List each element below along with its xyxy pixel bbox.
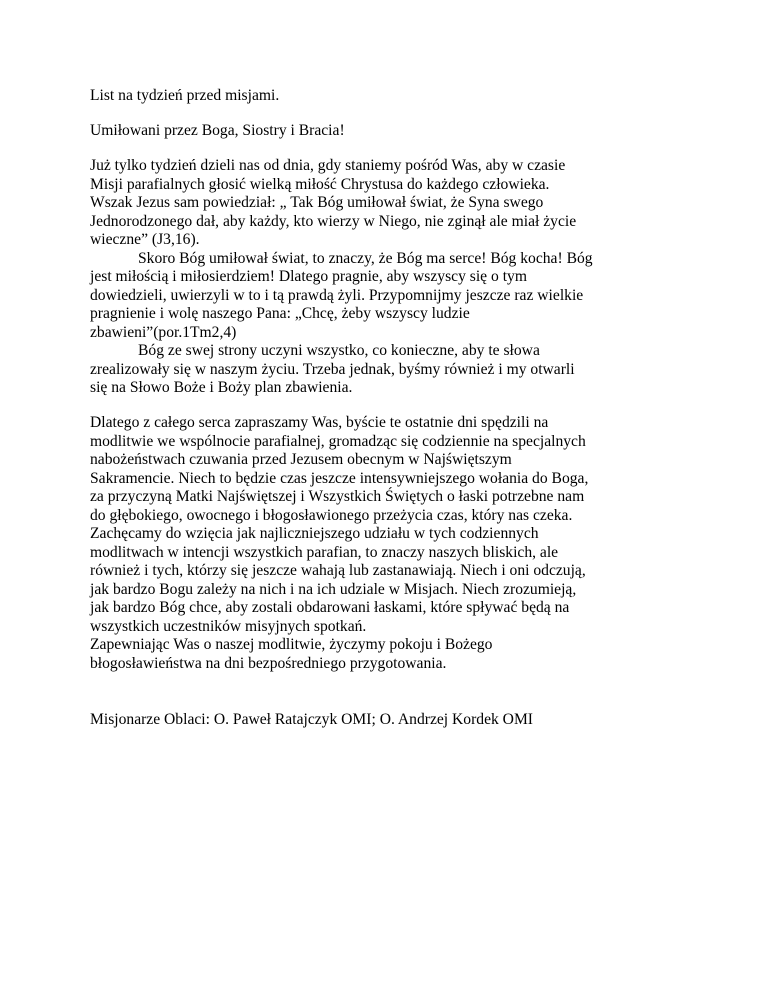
paragraph-line: jak bardzo Bóg chce, aby zostali obdarowani łaskami, które spływać będą na: [90, 599, 570, 616]
paragraph-line: Sakramencie. Niech to będzie czas jeszcze intensywniejszego wołania do Boga,: [90, 469, 589, 487]
paragraph-line: modlitwach w intencji wszystkich parafian, to znaczy naszych bliskich, ale: [90, 543, 559, 561]
paragraph-line: Bóg ze swej strony uczyni wszystko, co konieczne, aby te słowa: [138, 342, 540, 359]
paragraph-line: błogosławieństwa na dni bezpośredniego przygotowania.: [90, 654, 447, 672]
paragraph-line: Wszak Jezus sam powiedział: „ Tak Bóg umiłował świat, że Syna swego: [90, 194, 544, 211]
greeting-line: Umiłowani przez Boga, Siostry i Bracia!: [90, 122, 345, 139]
paragraph-line: Dlatego z całego serca zapraszamy Was, byście te ostatnie dni spędzili na: [90, 414, 549, 431]
paragraph-line: Jednorodzonego dał, aby każdy, kto wierzy w Niego, nie zginął ale miał życie: [90, 212, 577, 230]
paragraph-line: modlitwie we wspólnocie parafialnej, gromadząc się codziennie na specjalnych: [90, 432, 586, 450]
paragraph-line: dowiedzieli, uwierzyli w to i tą prawdą żyli. Przypomnijmy jeszcze raz wielkie: [90, 286, 584, 304]
body-section-2: [90, 414, 700, 673]
signature: [90, 711, 700, 730]
paragraph-line: Misji parafialnych głosić wielką miłość Chrystusa do każdego człowieka.: [90, 175, 550, 193]
paragraph-line: zbawieni”(por.1Tm2,4): [90, 323, 237, 341]
paragraph-line: Zapewniając Was o naszej modlitwie, życzymy pokoju i Bożego: [90, 636, 493, 653]
paragraph-line: Już tylko tydzień dzieli nas od dnia, gdy staniemy pośród Was, aby w czasie: [90, 157, 566, 174]
paragraph-line: nabożeństwach czuwania przed Jezusem obecnym w Najświętszym: [90, 451, 512, 468]
document-title: [90, 87, 700, 106]
paragraph-line: jest miłością i miłosierdziem! Dlatego pragnie, aby wszyscy się o tym: [90, 268, 527, 285]
paragraph-line: zrealizowały się w naszym życiu. Trzeba jednak, byśmy również i my otwarli: [90, 360, 575, 378]
title-line: List na tydzień przed misjami.: [90, 87, 280, 104]
greeting: [90, 122, 700, 141]
paragraph-line: również i tych, którzy się jeszcze wahają lub zastanawiają. Niech i oni odczują,: [90, 562, 586, 579]
paragraph-line: Skoro Bóg umiłował świat, to znaczy, że Bóg ma serce! Bóg kocha! Bóg: [138, 249, 593, 267]
body-section-1: [90, 157, 700, 398]
paragraph-line: wszystkich uczestników misyjnych spotkań.: [90, 617, 367, 635]
paragraph-line: jak bardzo Bogu zależy na nich i na ich udziale w Misjach. Niech zrozumieją,: [90, 580, 577, 598]
paragraph-line: za przyczyną Matki Najświętszej i Wszystkich Świętych o łaski potrzebne nam: [90, 488, 585, 505]
paragraph-line: się na Słowo Boże i Boży plan zbawienia.: [90, 379, 353, 396]
signature-line: Misjonarze Oblaci: O. Paweł Ratajczyk OMI; O. Andrzej Kordek OMI: [90, 711, 534, 728]
paragraph-line: do głębokiego, owocnego i błogosławionego przeżycia czas, który nas czeka.: [90, 506, 573, 524]
paragraph-line: pragnienie i wolę naszego Pana: „Chcę, żeby wszyscy ludzie: [90, 305, 470, 322]
paragraph-line: Zachęcamy do wzięcia jak najliczniejszego udziału w tych codziennych: [90, 525, 539, 542]
paragraph-line: wieczne” (J3,16).: [90, 231, 200, 248]
